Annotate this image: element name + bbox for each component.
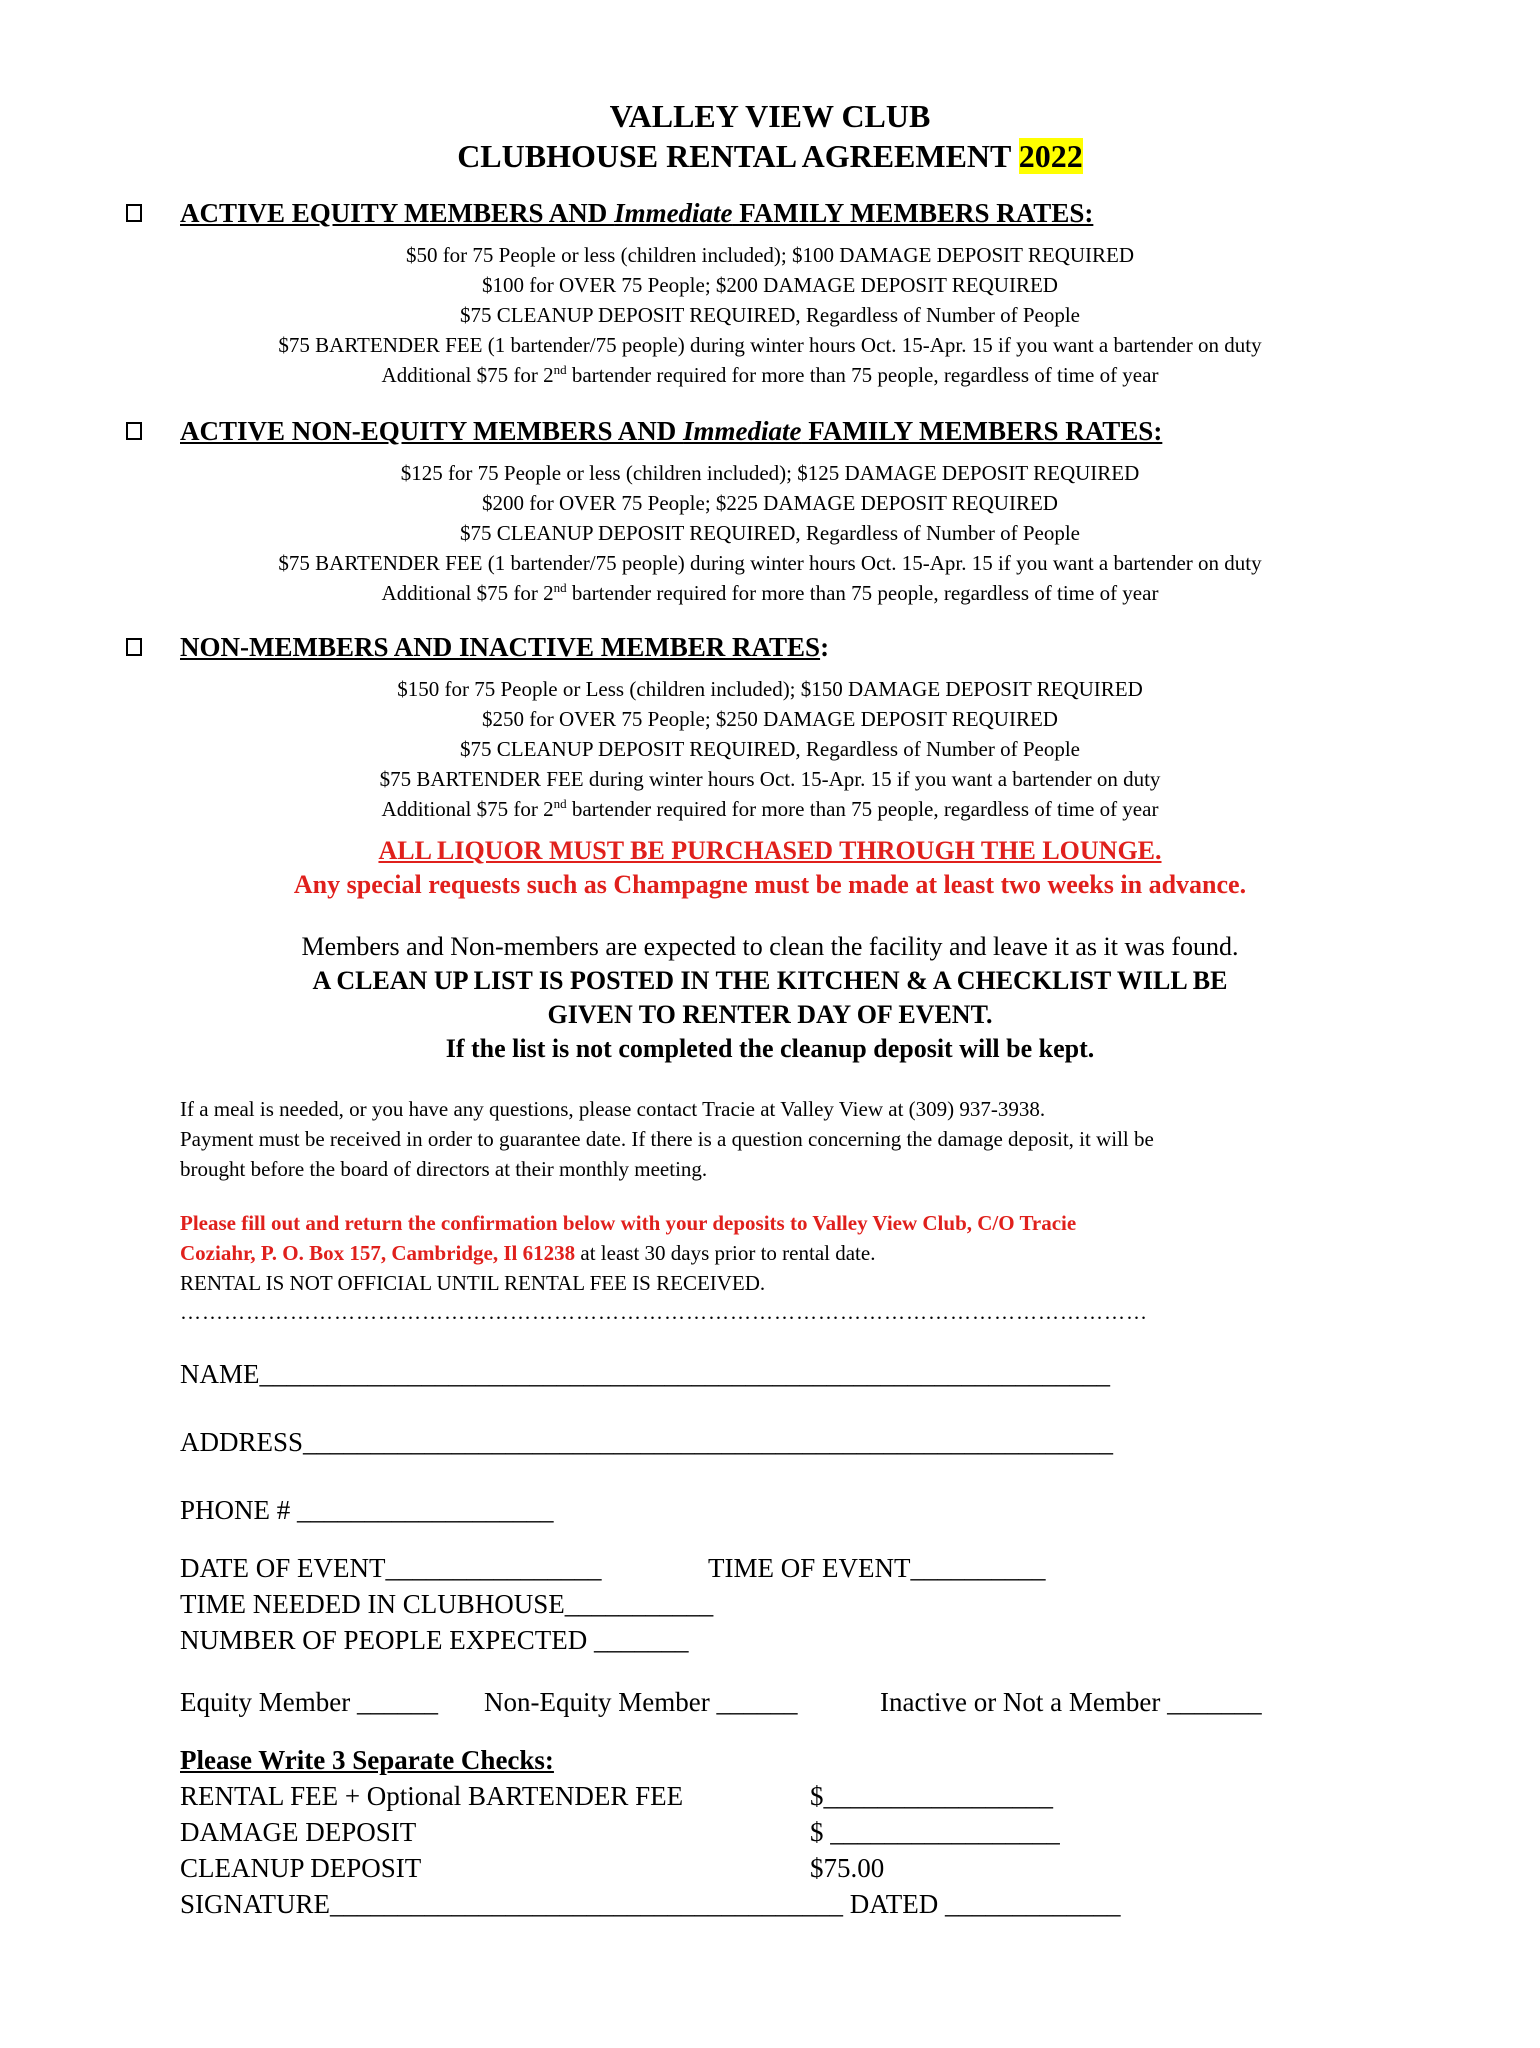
equity-member-field[interactable]: Equity Member ______ (180, 1687, 438, 1717)
return-deadline: at least 30 days prior to rental date. (575, 1241, 876, 1265)
inactive-member-field[interactable]: Inactive or Not a Member _______ (880, 1687, 1262, 1717)
agreement-year: 2022 (1018, 138, 1083, 174)
return-line-bold: Please fill out and return the confirmation below with your deposits to Valley View Club, C/O Tracie (180, 1211, 1077, 1235)
rate-lines (0, 458, 1540, 608)
contact-line: If a meal is needed, or you have any questions, please contact Tracie at Valley View at (309) 937-3938. (180, 1097, 1046, 1121)
cleanup-line-bold: GIVEN TO RENTER DAY OF EVENT. (547, 1000, 993, 1029)
return-address: Coziahr, P. O. Box 157, Cambridge, Il 61238 (180, 1241, 576, 1265)
title-part: FAMILY MEMBERS RATES: (732, 198, 1094, 228)
agreement-title (0, 136, 1540, 176)
rate-line: $75 BARTENDER FEE (1 bartender/75 people) during winter hours Oct. 15-Apr. 15 if you want a bartender on duty (278, 551, 1262, 575)
rate-line: $125 for 75 People or less (children included); $125 DAMAGE DEPOSIT REQUIRED (400, 461, 1140, 485)
title-part: ACTIVE NON-EQUITY MEMBERS AND (180, 416, 684, 446)
people-expected-field[interactable]: NUMBER OF PEOPLE EXPECTED _______ (180, 1625, 689, 1655)
cleanup-line: Members and Non-members are expected to clean the facility and leave it as it was found. (301, 932, 1239, 961)
title-part: FAMILY MEMBERS RATES: (801, 416, 1163, 446)
rate-line-extra (0, 578, 1540, 608)
rate-line: $75 BARTENDER FEE (1 bartender/75 people) during winter hours Oct. 15-Apr. 15 if you want a bartender on duty (278, 333, 1262, 357)
title-italic: Immediate (614, 198, 733, 228)
extra-post: bartender required for more than 75 people, regardless of time of year (566, 797, 1159, 821)
section-title (180, 196, 1093, 230)
contact-paragraph (180, 1094, 1370, 1184)
official-notice: RENTAL IS NOT OFFICIAL UNTIL RENTAL FEE IS RECEIVED. (180, 1271, 766, 1295)
rate-line: $75 BARTENDER FEE during winter hours Oct. 15-Apr. 15 if you want a bartender on duty (379, 767, 1161, 791)
section-title (180, 414, 1162, 448)
cleanup-line-bold: A CLEAN UP LIST IS POSTED IN THE KITCHEN & A CHECKLIST WILL BE (312, 966, 1228, 995)
extra-sup: nd (553, 796, 567, 811)
title-italic: Immediate (683, 416, 802, 446)
name-field[interactable]: NAME_______________________________________________________________ (180, 1359, 1110, 1389)
contact-line: brought before the board of directors at their monthly meeting. (180, 1157, 708, 1181)
extra-pre: Additional $75 for 2 (381, 797, 554, 821)
cleanup-deposit-label: CLEANUP DEPOSIT (180, 1853, 422, 1883)
checkbox-equity-rates[interactable] (126, 204, 142, 222)
section-title (180, 630, 829, 664)
cut-line-dots: …………………………………………………………………………………………………………………… (180, 1300, 1148, 1324)
extra-post: bartender required for more than 75 people, regardless of time of year (566, 581, 1159, 605)
special-requests-line: Any special requests such as Champagne must be made at least two weeks in advance. (293, 870, 1247, 899)
rate-line: $200 for OVER 75 People; $225 DAMAGE DEPOSIT REQUIRED (482, 491, 1058, 515)
rate-line: $250 for OVER 75 People; $250 DAMAGE DEPOSIT REQUIRED (482, 707, 1058, 731)
rate-lines (0, 674, 1540, 824)
liquor-notice (0, 834, 1540, 902)
time-needed-field[interactable]: TIME NEEDED IN CLUBHOUSE___________ (180, 1589, 714, 1619)
return-instructions (180, 1208, 1370, 1298)
date-of-event-field[interactable]: DATE OF EVENT________________ (180, 1553, 602, 1583)
contact-line: Payment must be received in order to guarantee date. If there is a question concerning the damage deposit, it will be (180, 1127, 1154, 1151)
non-equity-member-field[interactable]: Non-Equity Member ______ (484, 1687, 798, 1717)
cleanup-line-bold: If the list is not completed the cleanup deposit will be kept. (445, 1034, 1095, 1063)
extra-post: bartender required for more than 75 people, regardless of time of year (566, 363, 1159, 387)
rental-fee-field[interactable]: $_________________ (810, 1781, 1053, 1811)
rate-line: $100 for OVER 75 People; $200 DAMAGE DEPOSIT REQUIRED (482, 273, 1058, 297)
rate-line-extra (0, 360, 1540, 390)
rate-line: $50 for 75 People or less (children included); $100 DAMAGE DEPOSIT REQUIRED (405, 243, 1135, 267)
checks-title: Please Write 3 Separate Checks: (180, 1745, 554, 1775)
title-suffix: : (820, 632, 830, 662)
club-name: VALLEY VIEW CLUB (609, 98, 931, 134)
liquor-line: ALL LIQUOR MUST BE PURCHASED THROUGH THE LOUNGE. (378, 836, 1162, 865)
rate-line: $150 for 75 People or Less (children included); $150 DAMAGE DEPOSIT REQUIRED (397, 677, 1143, 701)
checkbox-non-member-rates[interactable] (126, 638, 142, 656)
damage-deposit-label: DAMAGE DEPOSIT (180, 1817, 417, 1847)
extra-pre: Additional $75 for 2 (381, 581, 554, 605)
signature-field[interactable]: SIGNATURE______________________________________ DATED _____________ (180, 1889, 1121, 1919)
time-of-event-field[interactable]: TIME OF EVENT__________ (708, 1553, 1046, 1583)
checkbox-non-equity-rates[interactable] (126, 422, 142, 440)
title-part: NON-MEMBERS AND INACTIVE MEMBER RATES (180, 632, 821, 662)
return-line-mixed (180, 1238, 1370, 1268)
document-title (0, 96, 1540, 176)
agreement-title-text: CLUBHOUSE RENTAL AGREEMENT (457, 138, 1019, 174)
rental-fee-label: RENTAL FEE + Optional BARTENDER FEE (180, 1781, 684, 1811)
cleanup-notice (0, 930, 1540, 1066)
damage-deposit-field[interactable]: $ _________________ (810, 1817, 1060, 1847)
rate-line: $75 CLEANUP DEPOSIT REQUIRED, Regardless of Number of People (459, 303, 1081, 327)
title-part: ACTIVE EQUITY MEMBERS AND (180, 198, 615, 228)
address-field[interactable]: ADDRESS____________________________________________________________ (180, 1427, 1114, 1457)
phone-field[interactable]: PHONE # ___________________ (180, 1495, 554, 1525)
rate-line: $75 CLEANUP DEPOSIT REQUIRED, Regardless of Number of People (459, 737, 1081, 761)
rate-line: $75 CLEANUP DEPOSIT REQUIRED, Regardless of Number of People (459, 521, 1081, 545)
extra-sup: nd (553, 362, 567, 377)
extra-sup: nd (553, 580, 567, 595)
cleanup-deposit-value: $75.00 (810, 1853, 885, 1883)
rate-lines (0, 240, 1540, 390)
extra-pre: Additional $75 for 2 (381, 363, 554, 387)
rate-line-extra (0, 794, 1540, 824)
